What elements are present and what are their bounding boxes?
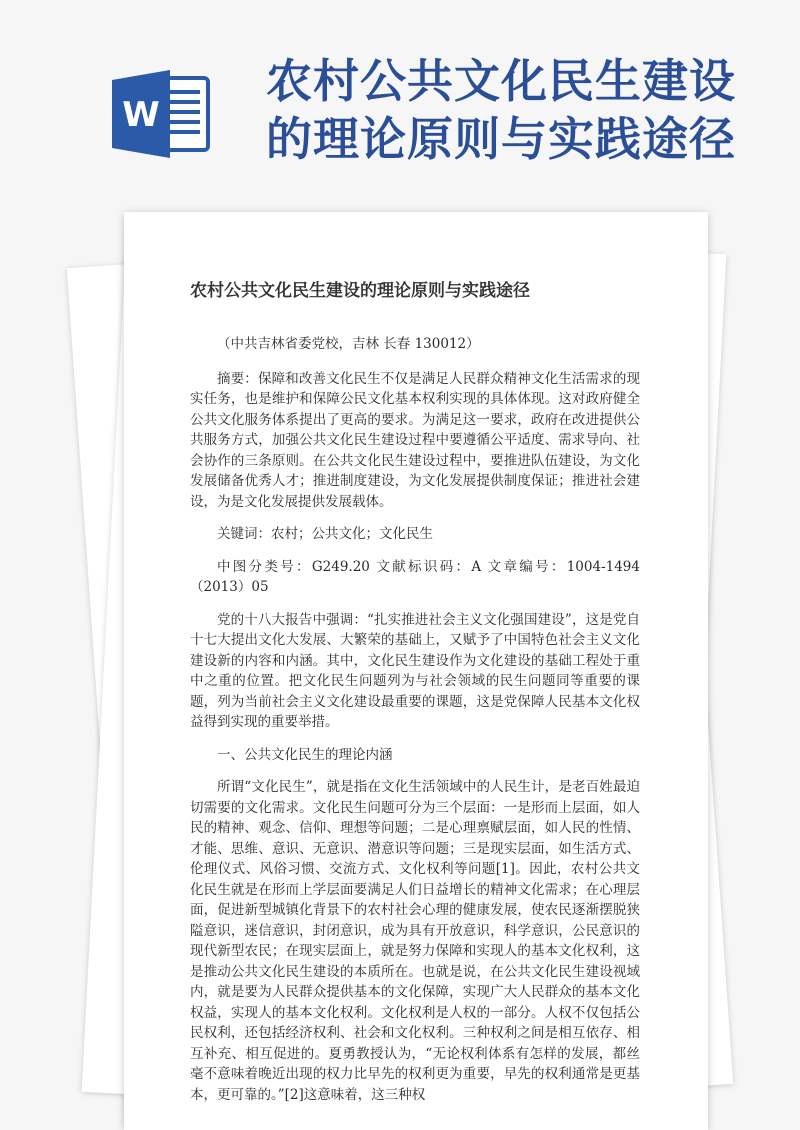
word-document-icon xyxy=(112,70,212,158)
document-body xyxy=(190,278,640,1117)
header-title-line-1: 农村公共文化民生建设 xyxy=(266,54,736,108)
keywords-line: 关键词：农村；公共文化；文化民生 xyxy=(217,526,433,542)
header-title-line-2: 的理论原则与实践途径 xyxy=(266,112,736,166)
classification-line: 中图分类号：G249.20 文献标识码：A 文章编号：1004-1494（2013）05 xyxy=(190,558,640,595)
section-heading: 一、公共文化民生的理论内涵 xyxy=(217,746,393,763)
author-affiliation: （中共吉林省委党校，吉林 长春 130012） xyxy=(217,336,480,352)
svg-text:W: W xyxy=(122,95,160,135)
document-title: 农村公共文化民生建设的理论原则与实践途径 xyxy=(190,281,530,301)
header-title xyxy=(266,52,786,168)
header-banner xyxy=(0,0,800,200)
section-body-paragraph: 所谓“文化民生”，就是指在文化生活领域中的人民生计，是老百姓最迫切需要的文化需求。文化民生问题可分为三个层面：一是形而上层面，如人民的精神、观念、信仰、理想等问题；二是心理禀赋层面，如人民的性情、才能、思维、意识、无意识、潜意识等问题；三是现实层面，如生活方式、伦理仪式、风俗习惯、交流方式、文化权利等问题[1]。因此，农村公共文化民生就是在形而上学层面要满足人们日益增长的精神文化需求；在心理层面，促进新型城镇化背景下的农村社会心理的健康发展，使农民逐渐摆脱狭隘意识，迷信意识，封闭意识，成为具有开放意识，科学意识，公民意识的现代新型农民；在现实层面上，就是努力保障和实现人的基本文化权利，这是推动公共文化民生建设的本质所在。也就是说，在公共文化民生建设视域内，就是要为人民群众提供基本的文化保障，实现广大人民群众的基本文化权益，实现人的基本文化权利。文化权利是人权的一部分。人权不仅包括公民权利，还包括经济权利、社会和文化权利。三种权利之间是相互依存、相互补充、相互促进的。夏勇教授认为，“无论权利体系有怎样的发展，都丝毫不意味着晚近出现的权力比早先的权利更为重要，早先的权利通常是更基本，更可靠的。”[2]这意味着，这三种权 xyxy=(190,779,640,1103)
abstract-paragraph: 摘要：保障和改善文化民生不仅是满足人民群众精神文化生活需求的现实任务，也是维护和保障公民文化基本权利实现的具体体现。这对政府健全公共文化服务体系提出了更高的要求。为满足这一要求，政府在改进提供公共服务方式，加强公共文化民生建设过程中要遵循公平适度、需求导向、社会协作的三条原则。在公共文化民生建设过程中，要推进队伍建设，为文化发展储备优秀人才；推进制度建设，为文化发展提供制度保证；推进社会建设，为是文化发展提供发展载体。 xyxy=(190,370,640,510)
intro-paragraph: 党的十八大报告中强调：“扎实推进社会主义文化强国建设”，这是党自十七大提出文化大发展、大繁荣的基础上，又赋予了中国特色社会主义文化建设新的内容和内涵。其中，文化民生建设作为文化建设的基础工程处于重中之重的位置。把文化民生问题列为与社会领域的民生问题同等重要的课题，列为当前社会主义文化建设最重要的课题，这是党保障人民基本文化权益得到实现的重要举措。 xyxy=(190,611,640,730)
